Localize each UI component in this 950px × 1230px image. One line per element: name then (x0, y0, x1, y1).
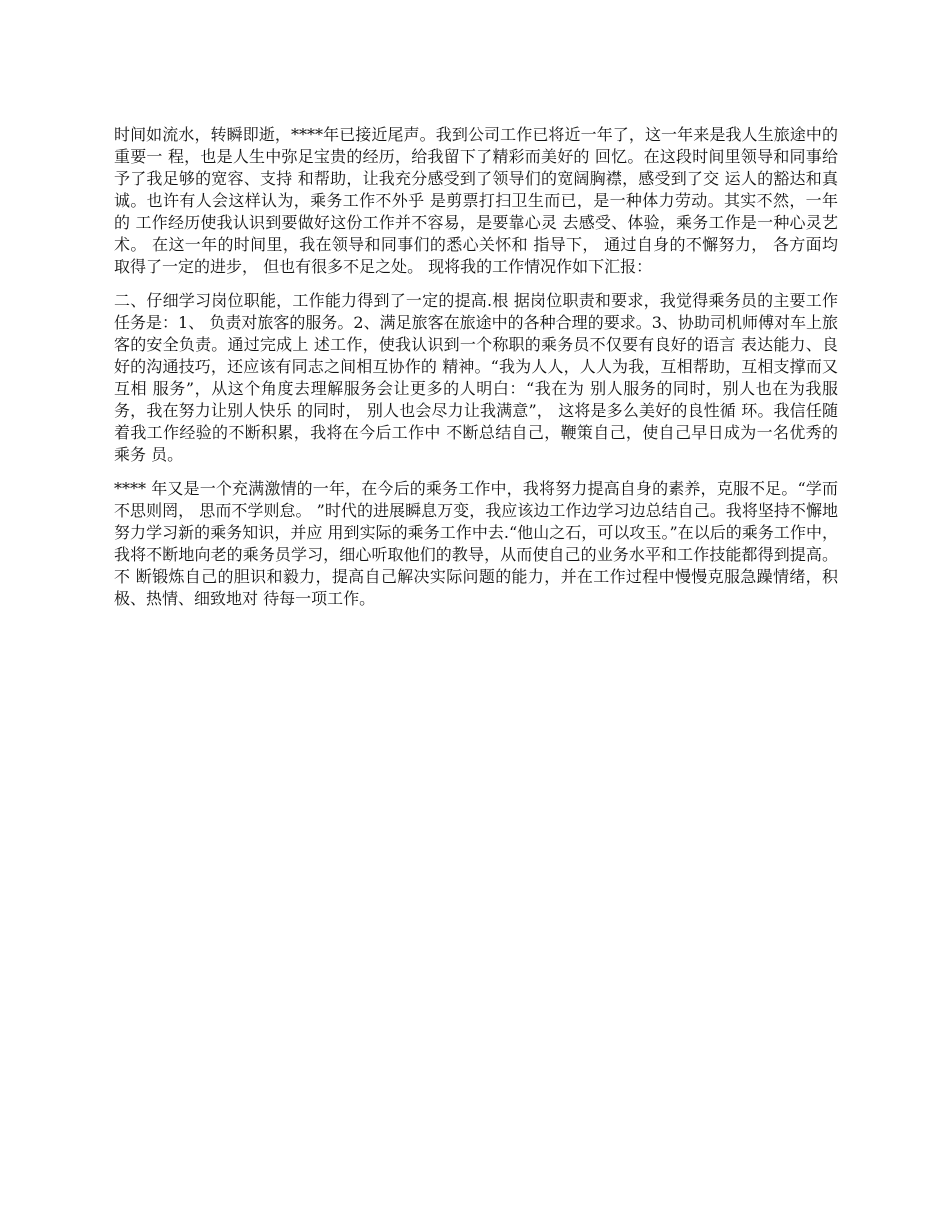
paragraph-outlook: **** 年又是一个充满激情的一年，在今后的乘务工作中，我将努力提高自身的素养，克服不足。“学而不思则罔， 思而不学则怠。 ”时代的进展瞬息万变，我应该边工作边学习边总结自己。我将坚持不懈地努力学习新的乘务知识，并应 用到实际的乘务工作中去.“他山之石，可以攻玉。”在以后的乘务工作中，我将不断地向老的乘务员学习，细心听取他们的教导，从而使自己的业务水平和工作技能都得到提高。不 断锻炼自己的胆识和毅力，提高自己解决实际问题的能力，并在工作过程中慢慢克服急躁情绪，积极、热情、细致地对 待每一项工作。 (114, 479, 838, 608)
paragraph-section-two: 二、仔细学习岗位职能，工作能力得到了一定的提高.根 据岗位职责和要求，我觉得乘务员的主要工作任务是：1、 负责对旅客的服务。2、满足旅客在旅途中的各种合理的要求。3、协助司机师傅对车上旅客的安全负责。通过完成上 述工作，使我认识到一个称职的乘务员不仅要有良好的语言 表达能力、良好的沟通技巧，还应该有同志之间相互协作的 精神。“我为人人，人人为我，互相帮助，互相支撑而又互相 服务”，从这个角度去理解服务会让更多的人明白：“我在为 别人服务的同时，别人也在为我服务，我在努力让别人快乐 的同时， 别人也会尽力让我满意”， 这将是多么美好的良性循 环。我信任随着我工作经验的不断积累，我将在今后工作中 不断总结自己，鞭策自己，使自己早日成为一名优秀的乘务 员。 (114, 291, 838, 464)
document-page (114, 124, 838, 622)
paragraph-intro: 时间如流水，转瞬即逝，****年已接近尾声。我到公司工作已将近一年了，这一年来是我人生旅途中的重要一 程，也是人生中弥足宝贵的经历，给我留下了精彩而美好的 回忆。在这段时间里领导和同事给予了我足够的宽容、支持 和帮助，让我充分感受到了领导们的宽阔胸襟，感受到了交 运人的豁达和真诚。也许有人会这样认为，乘务工作不外乎 是剪票打扫卫生而已，是一种体力劳动。其实不然，一年的 工作经历使我认识到要做好这份工作并不容易，是要靠心灵 去感受、体验，乘务工作是一种心灵艺术。 在这一年的时间里，我在领导和同事们的悉心关怀和 指导下， 通过自身的不懈努力， 各方面均取得了一定的进步， 但也有很多不足之处。 现将我的工作情况作如下汇报： (114, 125, 838, 276)
